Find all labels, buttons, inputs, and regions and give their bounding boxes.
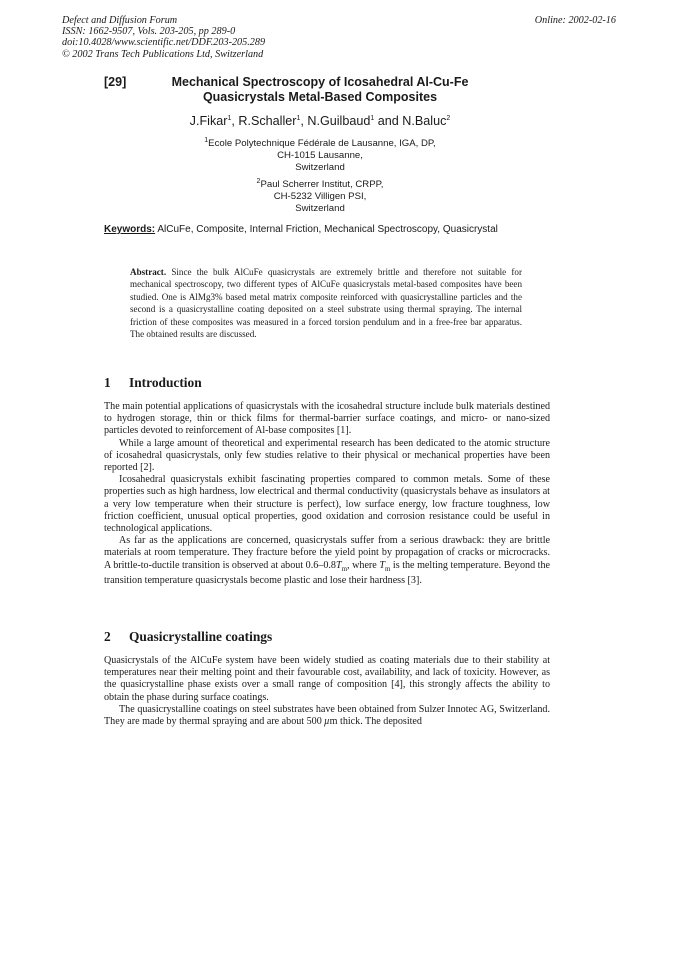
affiliation-2 xyxy=(120,176,520,215)
keywords-line xyxy=(104,224,498,235)
section-title: Introduction xyxy=(129,375,202,390)
affiliation-line: Paul Scherrer Institut, CRPP, xyxy=(260,179,384,191)
online-date: Online: 2002-02-16 xyxy=(534,15,616,26)
section-title: Quasicrystalline coatings xyxy=(129,629,273,644)
paragraph-text: , where xyxy=(347,559,380,571)
abstract xyxy=(130,266,522,340)
paragraph-text: As far as the applications are concerned, quasicrystals suffer from a serious drawback: they are brittle materials at room temperature. They fracture before the yield point by propagation of cracks or microcracks. A brittle-to-ductile transition is observed at about 0.6–0.8 xyxy=(104,535,550,571)
author-name: N.Baluc xyxy=(402,114,447,128)
affiliation-line: Switzerland xyxy=(295,203,345,215)
affiliation-number: 2 xyxy=(256,178,261,185)
copyright-line: © 2002 Trans Tech Publications Ltd, Switzerland xyxy=(62,48,264,60)
author-list xyxy=(120,114,520,128)
paragraph-text: m thick. The deposited xyxy=(329,716,422,728)
affiliation-1 xyxy=(120,135,520,174)
affiliation-line: CH-1015 Lausanne, xyxy=(277,150,363,162)
author-separator: , xyxy=(231,114,239,128)
author-name: R.Schaller xyxy=(238,114,297,128)
section-body-coatings xyxy=(104,655,550,728)
section-heading-quasicrystalline-coatings xyxy=(104,629,272,645)
paragraph-text: The quasicrystalline coatings on steel substrates have been obtained from Sulzer Innotec AG, Switzerland. They are made by thermal spraying and are about 500 xyxy=(104,703,550,728)
math-subscript: m xyxy=(341,564,348,573)
affiliation-number: 1 xyxy=(204,137,209,144)
paragraph xyxy=(104,704,550,728)
section-number: 2 xyxy=(104,629,111,644)
unit-symbol: µ xyxy=(323,716,330,728)
author-separator: , xyxy=(300,114,308,128)
issn-line: ISSN: 1662-9507, Vols. 203-205, pp 289-0 xyxy=(62,26,236,38)
doi-line[interactable]: doi:10.4028/www.scientific.net/DDF.203-205.289 xyxy=(62,37,266,49)
author-affiliation-mark: 1 xyxy=(296,114,301,122)
author-affiliation-mark: 2 xyxy=(446,114,451,122)
section-number: 1 xyxy=(104,375,111,390)
math-symbol: T xyxy=(335,559,342,571)
paragraph: The main potential applications of quasicrystals with the icosahedral structure include bulk materials destined to hydrogen storage, thin or thick films for thermal-barrier surface coatings, and micro- or nano-sized particles devoted to reinforcement of Al-base composites [1]. xyxy=(104,401,550,437)
journal-name: Defect and Diffusion Forum xyxy=(62,15,178,26)
author-affiliation-mark: 1 xyxy=(370,114,375,122)
abstract-label: Abstract. xyxy=(130,267,167,277)
title-line-2: Quasicrystals Metal-Based Composites xyxy=(202,89,438,104)
author-name: N.Guilbaud xyxy=(307,114,371,128)
author-name: J.Fikar xyxy=(189,114,228,128)
author-and: and xyxy=(374,114,403,128)
paragraph: While a large amount of theoretical and experimental research has been dedicated to the atomic structure of icosahedral quasicrystals, only few studies relative to their physical or mechanical properties have been reported [2]. xyxy=(104,437,550,474)
section-heading-introduction xyxy=(104,375,202,391)
affiliation-line: Switzerland xyxy=(295,162,345,174)
paragraph-text: is the melting temperature. Beyond the transition temperature quasicrystals become plastic and lose their hardness [3]. xyxy=(104,559,550,586)
math-subscript: m xyxy=(384,564,391,573)
paragraph xyxy=(104,535,550,587)
affiliation-line: CH-5232 Villigen PSI, xyxy=(273,191,367,203)
affiliation-line: Ecole Polytechnique Fédérale de Lausanne, IGA, DP, xyxy=(208,138,436,150)
keywords-label: Keywords: xyxy=(104,224,156,235)
title-line-1: Mechanical Spectroscopy of Icosahedral Al-Cu-Fe xyxy=(171,75,469,89)
journal-header xyxy=(62,15,265,60)
section-body-introduction xyxy=(104,401,550,587)
reference-number: [29] xyxy=(104,75,127,89)
math-symbol: T xyxy=(379,559,385,571)
paragraph: Quasicrystals of the AlCuFe system have been widely studied as coating materials due to their stability at temperatures near their melting point and their favourable cost, availability, and lack of toxicity. However, as the quasicrystalline phase exists over a small range of composition [4], this strongly affects the ability to obtain the phase during surface coatings. xyxy=(104,655,550,703)
paper-title xyxy=(150,75,490,104)
abstract-text: Since the bulk AlCuFe quasicrystals are extremely brittle and therefore not suitable for mechanical spectroscopy, two different types of AlCuFe quasicrystals metal-based composites have been studied. One is AlMg3% based metal matrix composite reinforced with quasicrystalline particles and the second is a quasicrystalline coating deposited on a steel substrate using thermal spraying. The internal friction of these composites was measured in a forced torsion pendulum and in a free-free bar apparatus. The obtained results are discussed. xyxy=(130,267,522,340)
keywords-text: AlCuFe, Composite, Internal Friction, Mechanical Spectroscopy, Quasicrystal xyxy=(157,224,498,235)
author-affiliation-mark: 1 xyxy=(227,114,232,122)
paragraph: Icosahedral quasicrystals exhibit fascinating properties compared to common metals. Some of these properties such as high hardness, low electrical and thermal conductivity (quasicrystals behave as insulators at a very low temperature when their structure is perfect), low surface energy, low fracture toughness, low friction coefficient, unusual optical properties, good oxidation and corrosion resistance could be useful in technological applications. xyxy=(104,474,550,535)
